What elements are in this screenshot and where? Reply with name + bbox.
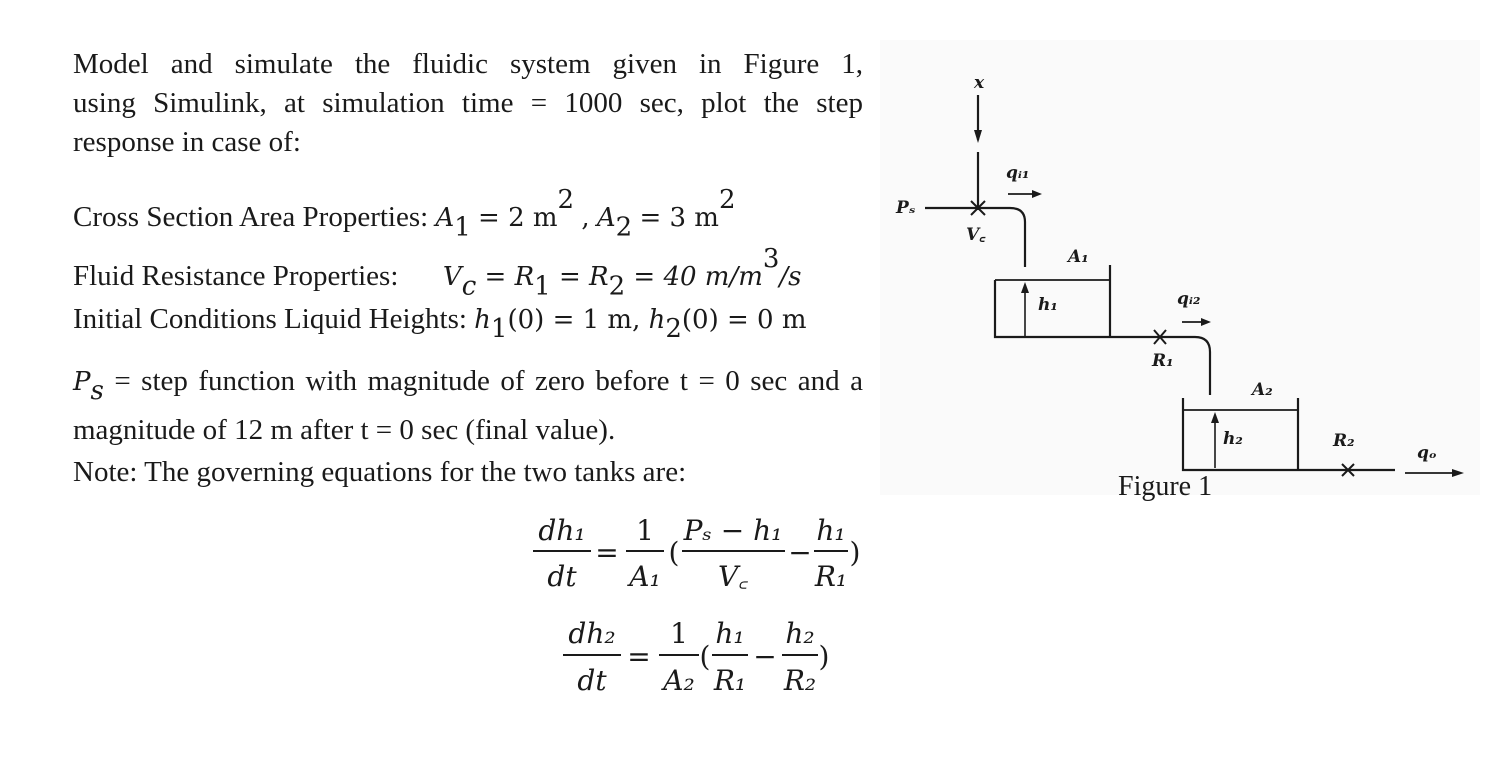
eq1-lhs-numerator: dh₁ (538, 514, 586, 547)
eq1-term1-denominator: V꜀ (718, 560, 748, 593)
eq2-term2-numerator: h₂ (785, 617, 815, 650)
intro-line-3: response in case of: (73, 126, 301, 158)
h1-subscript: 1 (490, 314, 508, 345)
eq1-right-paren: ) (849, 536, 861, 569)
eq1-term2-numerator: h₁ (816, 514, 846, 547)
eq2-left-paren: ( (699, 640, 711, 673)
label-vc: V꜀ (966, 225, 986, 245)
vc-subscript: c (461, 271, 477, 302)
label-qi1: qᵢ₁ (1006, 163, 1030, 183)
eq1-term1-numerator: Pₛ − h₁ (683, 514, 783, 547)
eq2-lhs-denominator: dt (577, 664, 607, 697)
eq2-term1-denominator: R₁ (713, 664, 747, 697)
equation-2 (563, 617, 829, 697)
r1-subscript: 1 (534, 271, 551, 302)
r2-subscript: 2 (608, 271, 626, 302)
eq2-coef-numerator: 1 (670, 617, 688, 650)
label-a1: A₁ (1068, 247, 1089, 267)
a2-symbol: A (596, 203, 616, 234)
label-a2: A₂ (1252, 380, 1273, 400)
eq1-coef-numerator: 1 (636, 514, 654, 547)
eq1-left-paren: ( (668, 536, 680, 569)
a2-subscript: 2 (615, 212, 633, 243)
vc-symbol: V (442, 262, 462, 293)
r2-symbol: = R (550, 262, 609, 293)
a1-subscript: 1 (454, 212, 471, 243)
a2-exponent: 2 (718, 185, 736, 215)
eq2-coef-denominator: A₂ (663, 664, 695, 697)
eq1-lhs-denominator: dt (547, 560, 577, 593)
a2-value: = 3 m (639, 203, 719, 234)
label-ps: Pₛ (896, 198, 916, 218)
a1-value: = 2 m (478, 203, 558, 234)
resistance-unit-tail: /s (779, 262, 802, 293)
intro-line-1: Model and simulate the fluidic system given in Figure 1, (73, 48, 863, 80)
eq1-coef-denominator: A₁ (629, 560, 661, 593)
ps-symbol: P (73, 367, 91, 397)
eq2-term2-denominator: R₂ (783, 664, 817, 697)
resistance-exponent: 3 (762, 244, 780, 274)
equation-1 (533, 514, 860, 593)
label-qo: qₒ (1417, 443, 1437, 463)
label-h1: h₁ (1038, 295, 1058, 315)
eq1-term2-denominator: R₁ (814, 560, 848, 593)
label-r2: R₂ (1333, 431, 1355, 451)
h2-subscript: 2 (665, 314, 682, 345)
h1-initial-value: (0) = 1 m, (507, 305, 649, 335)
note-line: Note: The governing equations for the two tanks are: (73, 456, 687, 488)
eq2-equals: = (627, 640, 651, 673)
eq2-term1-numerator: h₁ (715, 617, 745, 650)
a1-symbol: A (435, 203, 455, 234)
label-h2: h₂ (1223, 429, 1243, 449)
h2-symbol: h (648, 305, 666, 335)
step-line-1: = step function with magnitude of zero before t = 0 sec and a (103, 365, 863, 397)
eq1-minus: − (788, 536, 812, 569)
figure-caption: Figure 1 (1118, 471, 1213, 502)
figure-1-diagram (880, 40, 1480, 495)
a1-exponent: 2 (557, 185, 575, 215)
resistance-label: Fluid Resistance Properties: (73, 260, 399, 293)
step-line-2: magnitude of 12 m after t = 0 sec (final value). (73, 414, 616, 447)
label-qi2: qᵢ₂ (1177, 289, 1201, 309)
resistance-value: = 40 m/m (625, 262, 763, 293)
figure-background (880, 40, 1480, 495)
h2-initial-value: (0) = 0 m (681, 305, 807, 335)
area-label: Cross Section Area Properties: (73, 201, 429, 234)
eq2-right-paren: ) (818, 640, 830, 673)
eq2-lhs-numerator: dh₂ (568, 617, 616, 650)
area-separator: , (581, 203, 590, 234)
label-r1: R₁ (1152, 351, 1174, 371)
r1-symbol: = R (476, 262, 535, 293)
label-x: x (974, 73, 985, 93)
h1-symbol: h (474, 305, 491, 335)
initial-label: Initial Conditions Liquid Heights: (73, 303, 467, 335)
eq1-equals: = (595, 536, 619, 569)
eq2-minus: − (753, 640, 777, 673)
ps-subscript: s (90, 376, 104, 407)
intro-line-2: using Simulink, at simulation time = 1000 sec, plot the step (73, 87, 863, 119)
